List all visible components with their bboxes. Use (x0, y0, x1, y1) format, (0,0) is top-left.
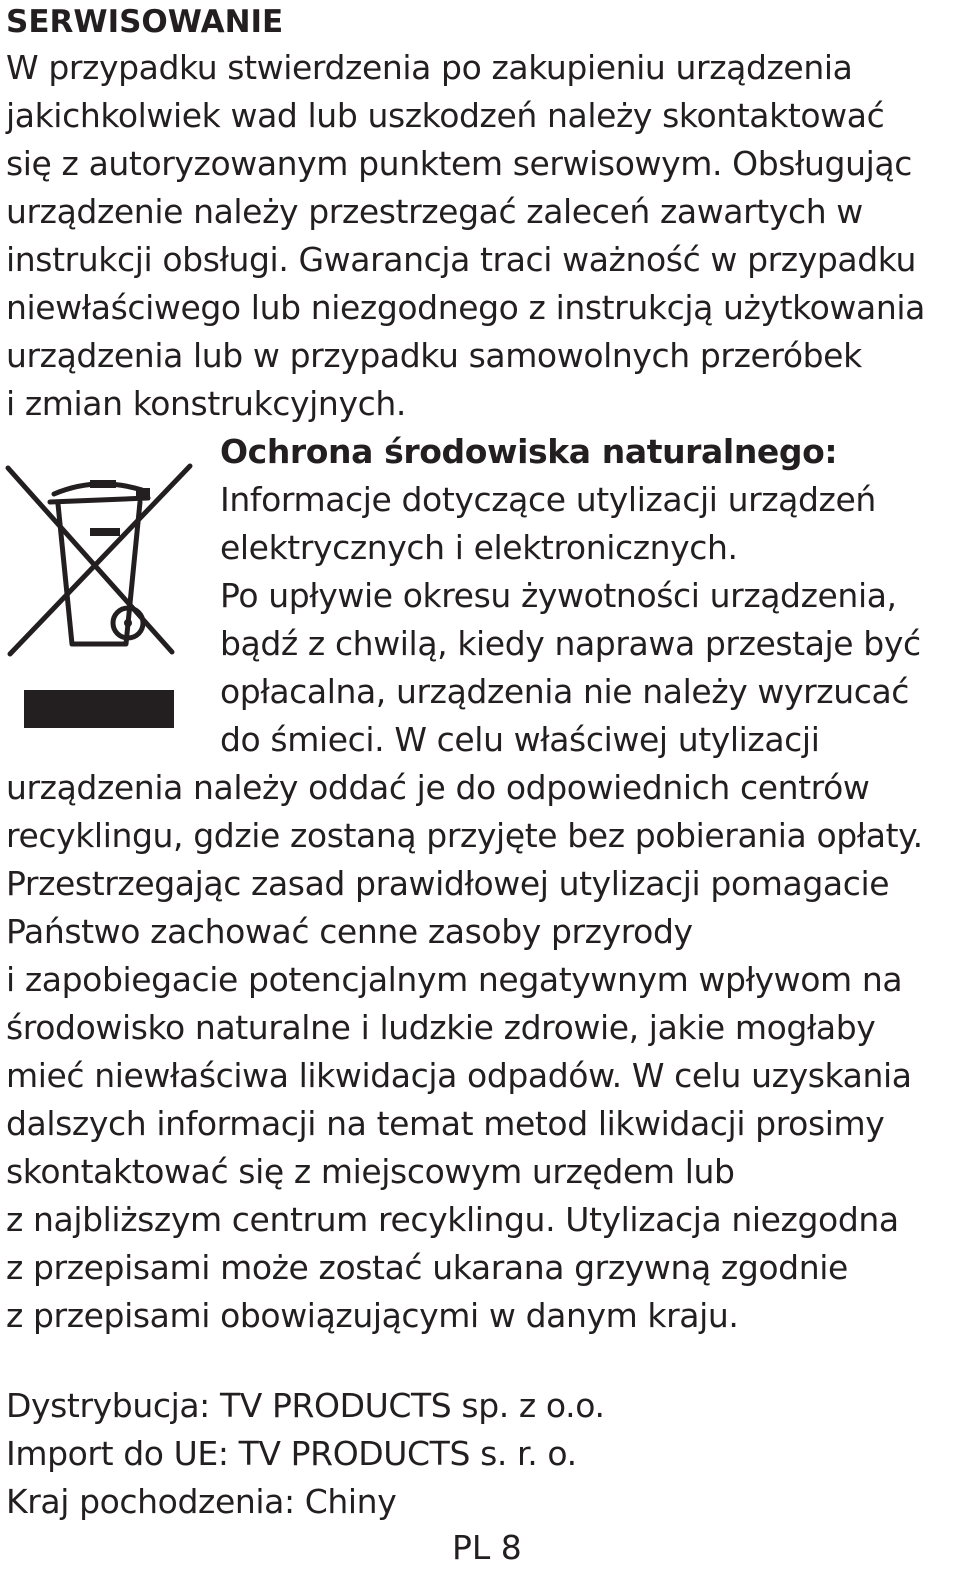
environment-text-line: Państwo zachować cenne zasoby przyrody (6, 912, 693, 951)
country-of-origin-line: Kraj pochodzenia: Chiny (6, 1482, 397, 1521)
environment-text-line: opłacalna, urządzenia nie należy wyrzucać (220, 672, 910, 711)
environment-text-line: z przepisami może zostać ukarana grzywną zgodnie (6, 1248, 848, 1287)
section-heading-environment: Ochrona środowiska naturalnego: (220, 432, 838, 471)
import-line: Import do UE: TV PRODUCTS s. r. o. (6, 1434, 577, 1473)
servicing-text-line: urządzenia lub w przypadku samowolnych przeróbek (6, 336, 862, 375)
environment-text-line: i zapobiegacie potencjalnym negatywnym wpływom na (6, 960, 903, 999)
environment-text-line: Przestrzegając zasad prawidłowej utylizacji pomagacie (6, 864, 890, 903)
servicing-text-line: i zmian konstrukcyjnych. (6, 384, 406, 423)
environment-text-line: bądź z chwilą, kiedy naprawa przestaje być (220, 624, 921, 663)
page-number: PL 8 (452, 1528, 522, 1567)
crossed-out-wheelie-bin-icon (2, 458, 198, 734)
environment-text-line: środowisko naturalne i ludzkie zdrowie, jakie mogłaby (6, 1008, 876, 1047)
section-heading-servicing: SERWISOWANIE (6, 4, 284, 40)
environment-text-line: dalszych informacji na temat metod likwidacji prosimy (6, 1104, 885, 1143)
servicing-text-line: W przypadku stwierdzenia po zakupieniu urządzenia (6, 48, 853, 87)
environment-text-line: z najbliższym centrum recyklingu. Utylizacja niezgodna (6, 1200, 899, 1239)
servicing-text-line: niewłaściwego lub niezgodnego z instrukcją użytkowania (6, 288, 925, 327)
environment-text-line: Po upływie okresu żywotności urządzenia, (220, 576, 897, 615)
environment-text-line: mieć niewłaściwa likwidacja odpadów. W celu uzyskania (6, 1056, 912, 1095)
environment-text-line: recyklingu, gdzie zostaną przyjęte bez pobierania opłaty. (6, 816, 923, 855)
servicing-text-line: instrukcji obsługi. Gwarancja traci ważność w przypadku (6, 240, 916, 279)
servicing-text-line: się z autoryzowanym punktem serwisowym. Obsługując (6, 144, 912, 183)
distribution-line: Dystrybucja: TV PRODUCTS sp. z o.o. (6, 1386, 605, 1425)
servicing-text-line: jakichkolwiek wad lub uszkodzeń należy skontaktować (6, 96, 885, 135)
servicing-text-line: urządzenie należy przestrzegać zaleceń zawartych w (6, 192, 863, 231)
environment-text-line: Informacje dotyczące utylizacji urządzeń (220, 480, 876, 519)
environment-text-line: do śmieci. W celu właściwej utylizacji (220, 720, 820, 759)
environment-text-line: skontaktować się z miejscowym urzędem lub (6, 1152, 735, 1191)
environment-text-line: elektrycznych i elektronicznych. (220, 528, 738, 567)
environment-text-line: urządzenia należy oddać je do odpowiednich centrów (6, 768, 870, 807)
environment-text-line: z przepisami obowiązującymi w danym kraju. (6, 1296, 739, 1335)
